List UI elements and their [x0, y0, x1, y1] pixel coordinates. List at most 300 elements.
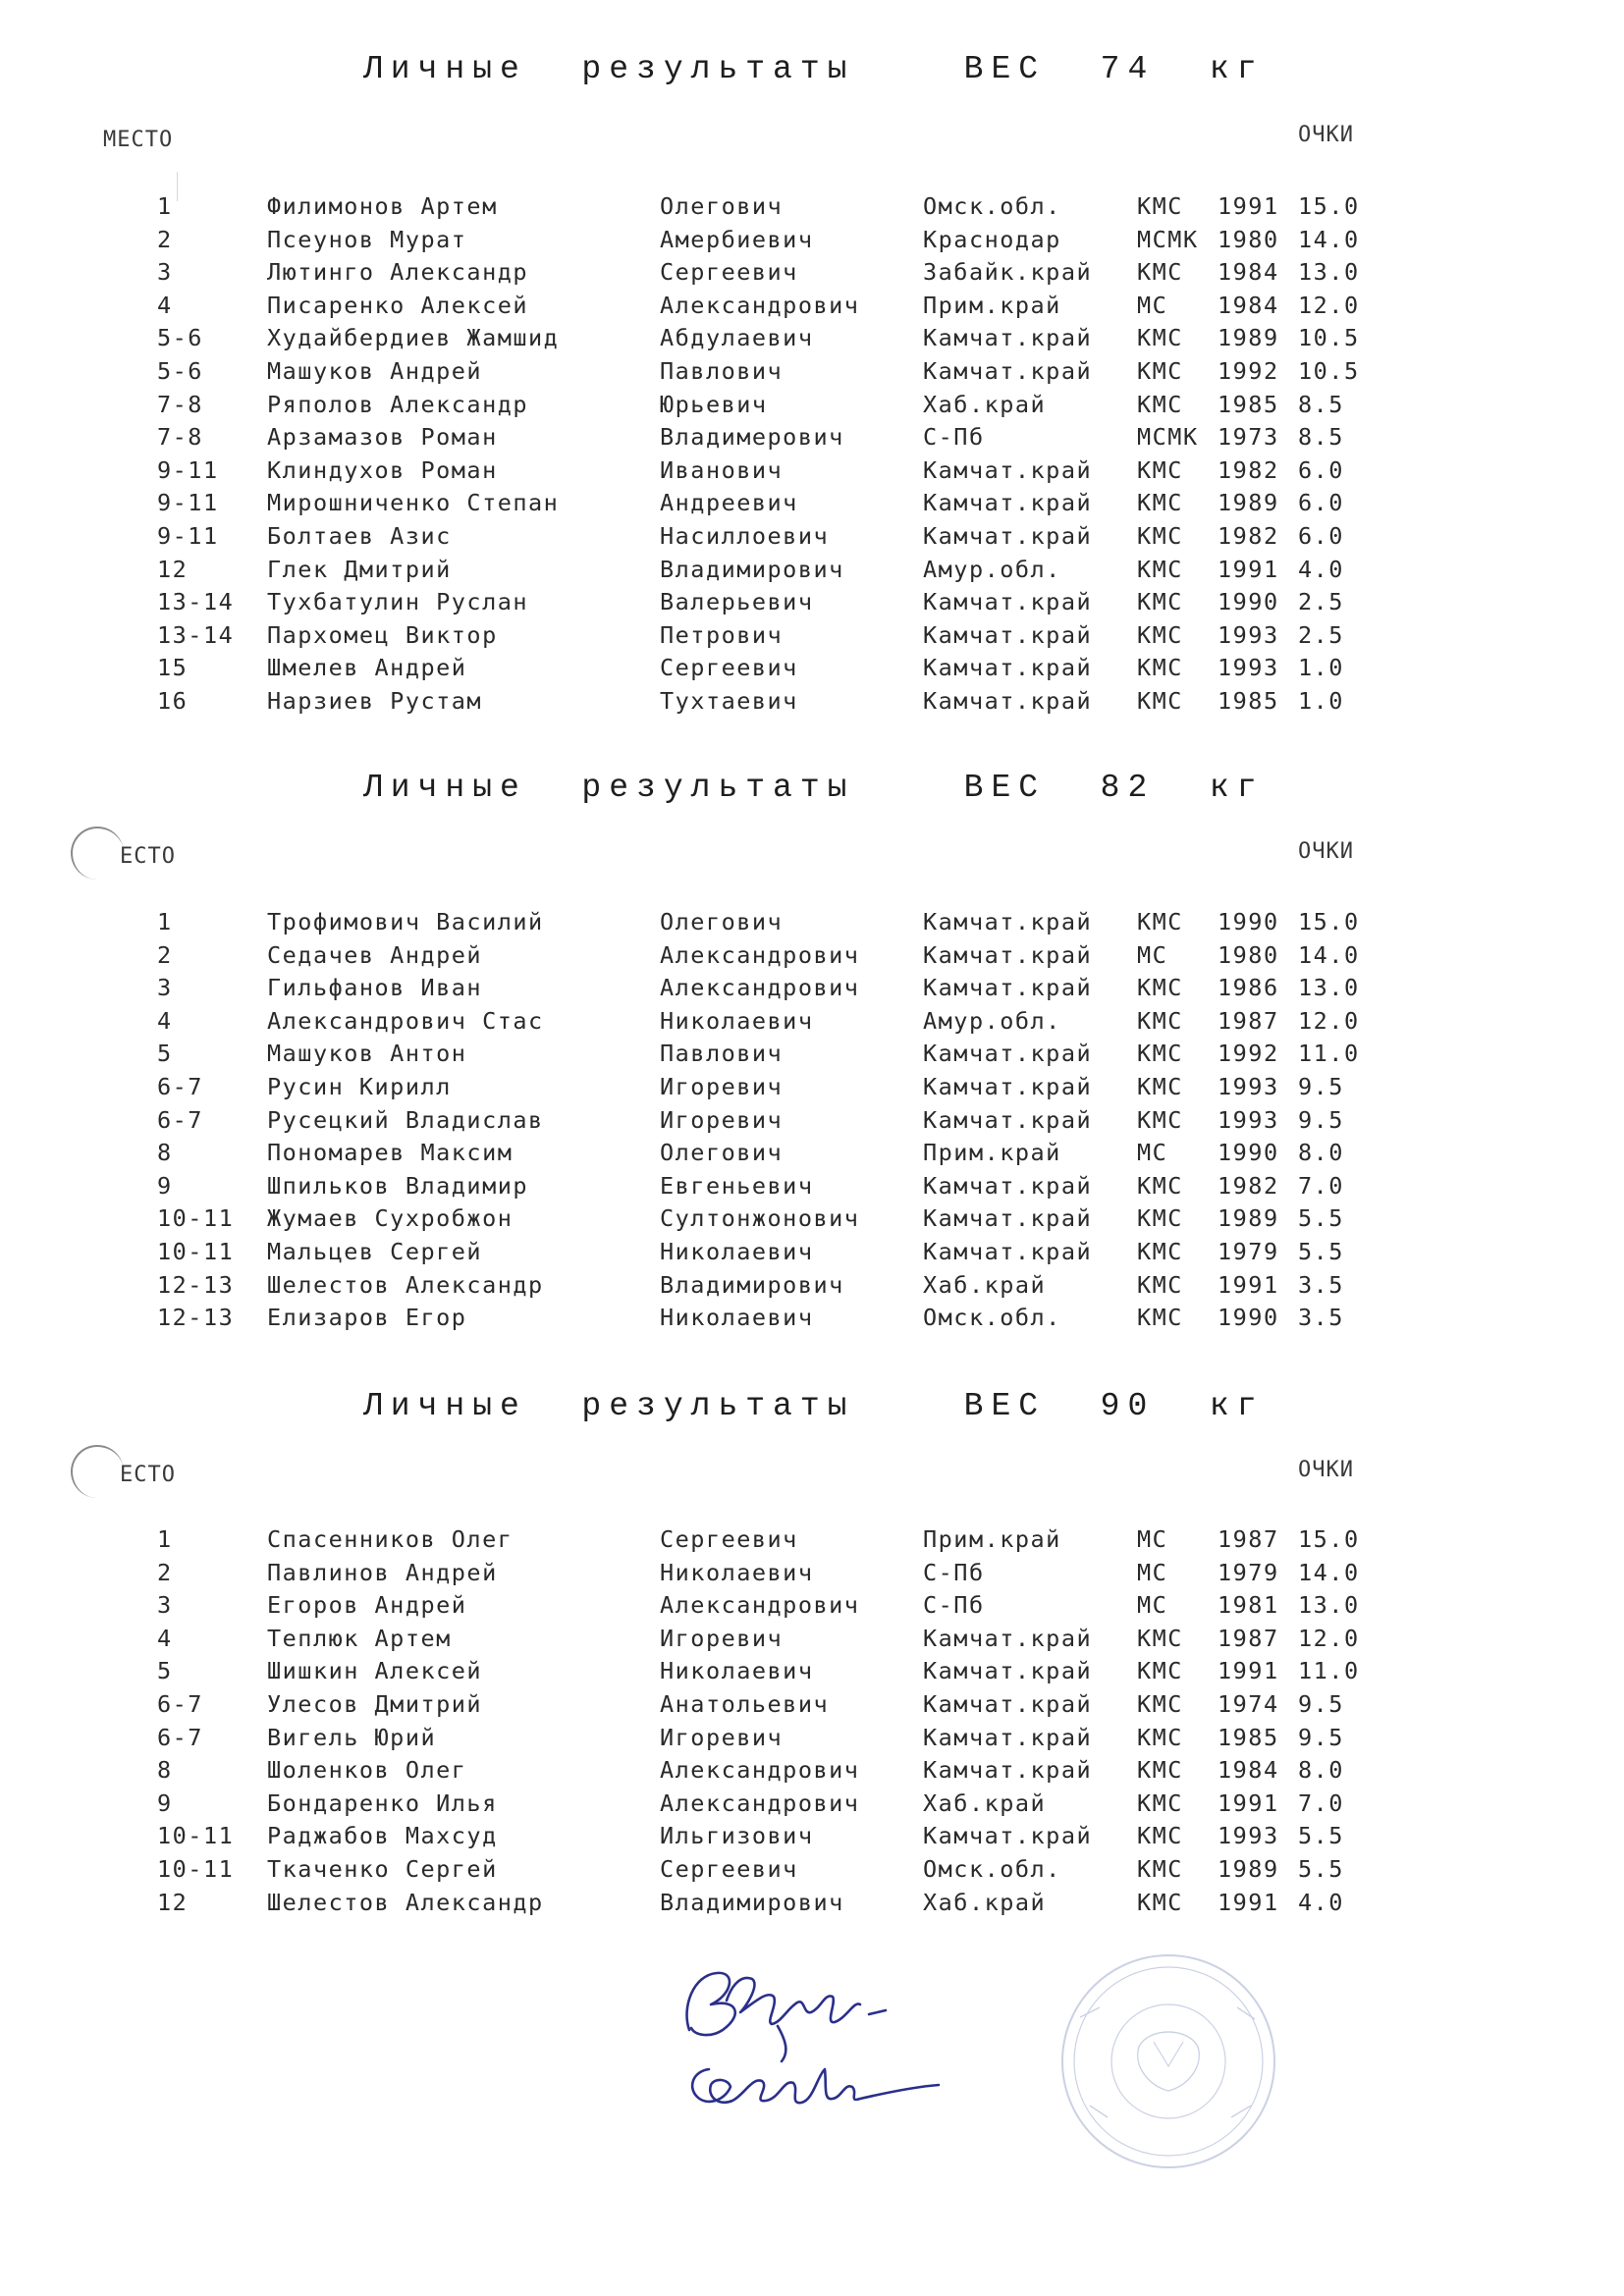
- region-cell: Камчат.край: [923, 1238, 1093, 1265]
- region-cell: Омск.обл.: [923, 192, 1061, 220]
- points-cell: 14.0: [1298, 940, 1360, 969]
- place-cell: 2: [157, 940, 173, 969]
- place-cell: 9-11: [157, 522, 219, 550]
- region-cell: Камчат.край: [923, 1723, 1093, 1751]
- points-cell: 5.5: [1298, 1855, 1344, 1883]
- patronymic-cell: Александрович: [660, 1789, 860, 1817]
- table-row: [0, 192, 1624, 224]
- rank-cell: КМС: [1137, 620, 1183, 649]
- birth-year-cell: 1991: [1218, 1789, 1279, 1817]
- place-cell: 6-7: [157, 1073, 203, 1100]
- table-row: [0, 621, 1624, 653]
- place-cell: 16: [157, 687, 189, 715]
- place-cell: 2: [157, 225, 173, 253]
- athlete-name-cell: Елизаров Егор: [267, 1304, 467, 1332]
- rank-cell: КМС: [1137, 324, 1183, 352]
- rank-cell: МС: [1137, 940, 1168, 969]
- points-cell: 15.0: [1298, 908, 1360, 935]
- region-cell: Камчат.край: [923, 654, 1093, 682]
- rank-cell: КМС: [1137, 654, 1183, 682]
- athlete-name-cell: Тухбатулин Руслан: [267, 588, 529, 616]
- patronymic-cell: Андреевич: [660, 489, 798, 517]
- place-cell: 9-11: [157, 489, 219, 517]
- birth-year-cell: 1980: [1218, 940, 1279, 969]
- region-cell: Хаб.край: [923, 1888, 1047, 1916]
- birth-year-cell: 1979: [1218, 1238, 1279, 1265]
- table-row: [0, 1591, 1624, 1623]
- rank-cell: КМС: [1137, 1105, 1183, 1134]
- rank-cell: КМС: [1137, 455, 1183, 484]
- points-cell: 8.5: [1298, 390, 1344, 418]
- table-row: [0, 1855, 1624, 1887]
- handwritten-signature-icon: [668, 1953, 962, 2130]
- points-cell: 14.0: [1298, 225, 1360, 253]
- table-row: [0, 324, 1624, 355]
- region-cell: Камчат.край: [923, 620, 1093, 649]
- rank-cell: КМС: [1137, 1657, 1183, 1685]
- place-cell: 3: [157, 974, 173, 1002]
- region-cell: С-Пб: [923, 1591, 985, 1620]
- rank-cell: МС: [1137, 1139, 1168, 1167]
- place-cell: 6-7: [157, 1723, 203, 1751]
- rank-cell: КМС: [1137, 1888, 1183, 1916]
- place-cell: 13-14: [157, 620, 235, 649]
- points-cell: 7.0: [1298, 1789, 1344, 1817]
- points-cell: 9.5: [1298, 1690, 1344, 1718]
- birth-year-cell: 1987: [1218, 1006, 1279, 1035]
- header-points: ОЧКИ: [1298, 123, 1354, 147]
- athlete-name-cell: Филимонов Артем: [267, 192, 498, 220]
- rank-cell: КМС: [1137, 1238, 1183, 1265]
- place-cell: 10-11: [157, 1204, 235, 1233]
- birth-year-cell: 1990: [1218, 1304, 1279, 1332]
- table-row: [0, 908, 1624, 939]
- rank-cell: МС: [1137, 1591, 1168, 1620]
- table-row: [0, 654, 1624, 685]
- rank-cell: МС: [1137, 1558, 1168, 1586]
- region-cell: Хаб.край: [923, 1270, 1047, 1299]
- table-row: [0, 1559, 1624, 1590]
- patronymic-cell: Игоревич: [660, 1105, 784, 1134]
- table-row: [0, 1625, 1624, 1656]
- region-cell: Камчат.край: [923, 455, 1093, 484]
- table-row: [0, 1690, 1624, 1722]
- rank-cell: КМС: [1137, 192, 1183, 220]
- birth-year-cell: 1989: [1218, 1855, 1279, 1883]
- birth-year-cell: 1989: [1218, 1204, 1279, 1233]
- section-title: Личные результаты ВЕС 90 кг: [363, 1388, 1265, 1424]
- points-cell: 6.0: [1298, 489, 1344, 517]
- table-row: [0, 1139, 1624, 1170]
- athlete-name-cell: Мальцев Сергей: [267, 1238, 483, 1265]
- place-cell: 10-11: [157, 1238, 235, 1265]
- patronymic-cell: Владимирович: [660, 1270, 844, 1299]
- birth-year-cell: 1985: [1218, 390, 1279, 418]
- place-cell: 1: [157, 192, 173, 220]
- place-cell: 13-14: [157, 588, 235, 616]
- points-cell: 8.5: [1298, 423, 1344, 452]
- patronymic-cell: Султонжонович: [660, 1204, 860, 1233]
- table-row: [0, 1007, 1624, 1039]
- birth-year-cell: 1980: [1218, 225, 1279, 253]
- region-cell: Камчат.край: [923, 1822, 1093, 1850]
- place-cell: 7-8: [157, 423, 203, 452]
- points-cell: 12.0: [1298, 1624, 1360, 1652]
- patronymic-cell: Олегович: [660, 1139, 784, 1167]
- place-cell: 4: [157, 1624, 173, 1652]
- rank-cell: КМС: [1137, 1304, 1183, 1332]
- rank-cell: КМС: [1137, 974, 1183, 1002]
- athlete-name-cell: Шоленков Олег: [267, 1756, 467, 1785]
- birth-year-cell: 1974: [1218, 1690, 1279, 1718]
- table-row: [0, 588, 1624, 619]
- patronymic-cell: Сергеевич: [660, 1855, 798, 1883]
- rank-cell: КМС: [1137, 1073, 1183, 1100]
- birth-year-cell: 1993: [1218, 620, 1279, 649]
- rank-cell: МС: [1137, 291, 1168, 319]
- athlete-name-cell: Теплюк Артем: [267, 1624, 452, 1652]
- rank-cell: КМС: [1137, 1624, 1183, 1652]
- rank-cell: КМС: [1137, 1822, 1183, 1850]
- birth-year-cell: 1982: [1218, 522, 1279, 550]
- region-cell: Камчат.край: [923, 588, 1093, 616]
- patronymic-cell: Александрович: [660, 940, 860, 969]
- rank-cell: КМС: [1137, 1723, 1183, 1751]
- athlete-name-cell: Шпильков Владимир: [267, 1171, 529, 1200]
- header-place: МЕСТО: [103, 128, 174, 152]
- place-cell: 10-11: [157, 1822, 235, 1850]
- rank-cell: КМС: [1137, 1690, 1183, 1718]
- place-cell: 10-11: [157, 1855, 235, 1883]
- place-cell: 15: [157, 654, 189, 682]
- section-title: Личные результаты ВЕС 82 кг: [363, 770, 1265, 806]
- athlete-name-cell: Нарзиев Рустам: [267, 687, 483, 715]
- region-cell: С-Пб: [923, 1558, 985, 1586]
- region-cell: Камчат.край: [923, 1690, 1093, 1718]
- birth-year-cell: 1987: [1218, 1624, 1279, 1652]
- rank-cell: КМС: [1137, 1040, 1183, 1068]
- athlete-name-cell: Жумаев Сухробжон: [267, 1204, 514, 1233]
- place-cell: 12: [157, 1888, 189, 1916]
- birth-year-cell: 1981: [1218, 1591, 1279, 1620]
- place-cell: 5-6: [157, 357, 203, 385]
- place-cell: 3: [157, 258, 173, 287]
- athlete-name-cell: Александрович Стас: [267, 1006, 544, 1035]
- athlete-name-cell: Мирошниченко Степан: [267, 489, 560, 517]
- points-cell: 12.0: [1298, 291, 1360, 319]
- birth-year-cell: 1984: [1218, 291, 1279, 319]
- place-cell: 7-8: [157, 390, 203, 418]
- birth-year-cell: 1989: [1218, 324, 1279, 352]
- athlete-name-cell: Шелестов Александр: [267, 1888, 544, 1916]
- patronymic-cell: Насиллоевич: [660, 522, 830, 550]
- table-row: [0, 1304, 1624, 1335]
- region-cell: Прим.край: [923, 1525, 1061, 1553]
- table-row: [0, 391, 1624, 422]
- patronymic-cell: Александрович: [660, 974, 860, 1002]
- birth-year-cell: 1991: [1218, 192, 1279, 220]
- athlete-name-cell: Бондаренко Илья: [267, 1789, 498, 1817]
- table-row: [0, 1271, 1624, 1303]
- rank-cell: КМС: [1137, 1855, 1183, 1883]
- rank-cell: КМС: [1137, 555, 1183, 583]
- place-cell: 8: [157, 1139, 173, 1167]
- athlete-name-cell: Пономарев Максим: [267, 1139, 514, 1167]
- athlete-name-cell: Трофимович Василий: [267, 908, 544, 935]
- region-cell: Краснодар: [923, 225, 1061, 253]
- athlete-name-cell: Писаренко Алексей: [267, 291, 529, 319]
- round-seal-stamp-icon: [1021, 1949, 1316, 2174]
- points-cell: 15.0: [1298, 1525, 1360, 1553]
- points-cell: 9.5: [1298, 1105, 1344, 1134]
- birth-year-cell: 1993: [1218, 1073, 1279, 1100]
- place-cell: 2: [157, 1558, 173, 1586]
- rank-cell: КМС: [1137, 258, 1183, 287]
- patronymic-cell: Владимирович: [660, 1888, 844, 1916]
- rank-cell: МСМК: [1137, 423, 1199, 452]
- region-cell: Камчат.край: [923, 324, 1093, 352]
- points-cell: 8.0: [1298, 1139, 1344, 1167]
- athlete-name-cell: Ткаченко Сергей: [267, 1855, 498, 1883]
- birth-year-cell: 1990: [1218, 908, 1279, 935]
- table-row: [0, 522, 1624, 554]
- birth-year-cell: 1991: [1218, 1888, 1279, 1916]
- region-cell: Камчат.край: [923, 1105, 1093, 1134]
- rank-cell: КМС: [1137, 1204, 1183, 1233]
- athlete-name-cell: Егоров Андрей: [267, 1591, 467, 1620]
- points-cell: 2.5: [1298, 620, 1344, 649]
- place-cell: 4: [157, 291, 173, 319]
- points-cell: 11.0: [1298, 1040, 1360, 1068]
- patronymic-cell: Николаевич: [660, 1558, 814, 1586]
- table-row: [0, 489, 1624, 520]
- region-cell: Камчат.край: [923, 1204, 1093, 1233]
- patronymic-cell: Сергеевич: [660, 654, 798, 682]
- region-cell: Камчат.край: [923, 1073, 1093, 1100]
- athlete-name-cell: Глек Дмитрий: [267, 555, 452, 583]
- birth-year-cell: 1982: [1218, 455, 1279, 484]
- points-cell: 6.0: [1298, 522, 1344, 550]
- place-cell: 12: [157, 555, 189, 583]
- athlete-name-cell: Русецкий Владислав: [267, 1105, 544, 1134]
- place-cell: 1: [157, 1525, 173, 1553]
- place-cell: 9: [157, 1171, 173, 1200]
- table-row: [0, 292, 1624, 323]
- birth-year-cell: 1973: [1218, 423, 1279, 452]
- patronymic-cell: Тухтаевич: [660, 687, 798, 715]
- table-row: [0, 1889, 1624, 1920]
- rank-cell: КМС: [1137, 588, 1183, 616]
- rank-cell: МСМК: [1137, 225, 1199, 253]
- rank-cell: КМС: [1137, 1789, 1183, 1817]
- athlete-name-cell: Шмелев Андрей: [267, 654, 467, 682]
- athlete-name-cell: Псеунов Мурат: [267, 225, 467, 253]
- patronymic-cell: Игоревич: [660, 1073, 784, 1100]
- points-cell: 6.0: [1298, 455, 1344, 484]
- birth-year-cell: 1991: [1218, 1270, 1279, 1299]
- table-row: [0, 456, 1624, 488]
- punch-hole-icon: [71, 827, 124, 880]
- punch-hole-icon: [71, 1445, 124, 1498]
- patronymic-cell: Александрович: [660, 1756, 860, 1785]
- rank-cell: КМС: [1137, 390, 1183, 418]
- birth-year-cell: 1993: [1218, 654, 1279, 682]
- birth-year-cell: 1987: [1218, 1525, 1279, 1553]
- table-row: [0, 258, 1624, 290]
- region-cell: Камчат.край: [923, 1756, 1093, 1785]
- place-cell: 9: [157, 1789, 173, 1817]
- table-row: [0, 1106, 1624, 1138]
- place-cell: 5-6: [157, 324, 203, 352]
- points-cell: 1.0: [1298, 687, 1344, 715]
- birth-year-cell: 1985: [1218, 687, 1279, 715]
- region-cell: Амур.обл.: [923, 555, 1061, 583]
- table-row: [0, 226, 1624, 257]
- birth-year-cell: 1985: [1218, 1723, 1279, 1751]
- region-cell: Камчат.край: [923, 1040, 1093, 1068]
- points-cell: 5.5: [1298, 1238, 1344, 1265]
- rank-cell: КМС: [1137, 489, 1183, 517]
- table-row: [0, 1172, 1624, 1203]
- table-row: [0, 974, 1624, 1005]
- birth-year-cell: 1986: [1218, 974, 1279, 1002]
- rank-cell: КМС: [1137, 687, 1183, 715]
- points-cell: 3.5: [1298, 1304, 1344, 1332]
- patronymic-cell: Николаевич: [660, 1238, 814, 1265]
- points-cell: 13.0: [1298, 974, 1360, 1002]
- region-cell: Камчат.край: [923, 1657, 1093, 1685]
- athlete-name-cell: Шелестов Александр: [267, 1270, 544, 1299]
- patronymic-cell: Петрович: [660, 620, 784, 649]
- place-cell: 6-7: [157, 1690, 203, 1718]
- table-row: [0, 941, 1624, 973]
- table-row: [0, 1073, 1624, 1104]
- athlete-name-cell: Шишкин Алексей: [267, 1657, 483, 1685]
- region-cell: Камчат.край: [923, 974, 1093, 1002]
- header-points: ОЧКИ: [1298, 839, 1354, 864]
- athlete-name-cell: Раджабов Махсуд: [267, 1822, 498, 1850]
- athlete-name-cell: Гильфанов Иван: [267, 974, 483, 1002]
- patronymic-cell: Анатольевич: [660, 1690, 830, 1718]
- athlete-name-cell: Арзамазов Роман: [267, 423, 498, 452]
- patronymic-cell: Олегович: [660, 908, 784, 935]
- birth-year-cell: 1992: [1218, 357, 1279, 385]
- patronymic-cell: Павлович: [660, 357, 784, 385]
- athlete-name-cell: Машуков Андрей: [267, 357, 483, 385]
- table-row: [0, 1657, 1624, 1688]
- region-cell: Камчат.край: [923, 908, 1093, 935]
- region-cell: Амур.обл.: [923, 1006, 1061, 1035]
- region-cell: Омск.обл.: [923, 1855, 1061, 1883]
- points-cell: 13.0: [1298, 258, 1360, 287]
- points-cell: 5.5: [1298, 1822, 1344, 1850]
- region-cell: Камчат.край: [923, 1624, 1093, 1652]
- athlete-name-cell: Павлинов Андрей: [267, 1558, 498, 1586]
- patronymic-cell: Юрьевич: [660, 390, 768, 418]
- patronymic-cell: Павлович: [660, 1040, 784, 1068]
- table-row: [0, 423, 1624, 454]
- region-cell: Забайк.край: [923, 258, 1093, 287]
- points-cell: 9.5: [1298, 1723, 1344, 1751]
- birth-year-cell: 1979: [1218, 1558, 1279, 1586]
- athlete-name-cell: Машуков Антон: [267, 1040, 467, 1068]
- rank-cell: КМС: [1137, 522, 1183, 550]
- athlete-name-cell: Русин Кирилл: [267, 1073, 452, 1100]
- place-cell: 8: [157, 1756, 173, 1785]
- rank-cell: КМС: [1137, 1270, 1183, 1299]
- place-cell: 12-13: [157, 1304, 235, 1332]
- birth-year-cell: 1991: [1218, 1657, 1279, 1685]
- athlete-name-cell: Седачев Андрей: [267, 940, 483, 969]
- birth-year-cell: 1992: [1218, 1040, 1279, 1068]
- region-cell: Прим.край: [923, 291, 1061, 319]
- place-cell: 4: [157, 1006, 173, 1035]
- table-row: [0, 1756, 1624, 1788]
- points-cell: 4.0: [1298, 555, 1344, 583]
- place-cell: 9-11: [157, 455, 219, 484]
- patronymic-cell: Игоревич: [660, 1624, 784, 1652]
- header-place: ЕСТО: [120, 844, 176, 869]
- table-row: [0, 1822, 1624, 1853]
- patronymic-cell: Владимерович: [660, 423, 844, 452]
- patronymic-cell: Сергеевич: [660, 1525, 798, 1553]
- table-row: [0, 1040, 1624, 1071]
- region-cell: С-Пб: [923, 423, 985, 452]
- place-cell: 1: [157, 908, 173, 935]
- patronymic-cell: Олегович: [660, 192, 784, 220]
- birth-year-cell: 1990: [1218, 1139, 1279, 1167]
- points-cell: 8.0: [1298, 1756, 1344, 1785]
- athlete-name-cell: Вигель Юрий: [267, 1723, 437, 1751]
- points-cell: 2.5: [1298, 588, 1344, 616]
- region-cell: Камчат.край: [923, 522, 1093, 550]
- table-row: [0, 1238, 1624, 1269]
- rank-cell: КМС: [1137, 908, 1183, 935]
- header-place: ЕСТО: [120, 1463, 176, 1487]
- patronymic-cell: Амербиевич: [660, 225, 814, 253]
- section-title: Личные результаты ВЕС 74 кг: [363, 51, 1265, 87]
- athlete-name-cell: Спасенников Олег: [267, 1525, 514, 1553]
- athlete-name-cell: Лютинго Александр: [267, 258, 529, 287]
- points-cell: 12.0: [1298, 1006, 1360, 1035]
- birth-year-cell: 1991: [1218, 555, 1279, 583]
- table-row: [0, 1724, 1624, 1755]
- athlete-name-cell: Пархомец Виктор: [267, 620, 498, 649]
- rank-cell: КМС: [1137, 1756, 1183, 1785]
- patronymic-cell: Игоревич: [660, 1723, 784, 1751]
- points-cell: 14.0: [1298, 1558, 1360, 1586]
- points-cell: 15.0: [1298, 192, 1360, 220]
- region-cell: Прим.край: [923, 1139, 1061, 1167]
- table-row: [0, 687, 1624, 719]
- athlete-name-cell: Худайбердиев Жамшид: [267, 324, 560, 352]
- place-cell: 5: [157, 1657, 173, 1685]
- rank-cell: МС: [1137, 1525, 1168, 1553]
- points-cell: 5.5: [1298, 1204, 1344, 1233]
- region-cell: Камчат.край: [923, 1171, 1093, 1200]
- points-cell: 10.5: [1298, 324, 1360, 352]
- rank-cell: КМС: [1137, 1171, 1183, 1200]
- patronymic-cell: Николаевич: [660, 1006, 814, 1035]
- birth-year-cell: 1993: [1218, 1822, 1279, 1850]
- birth-year-cell: 1990: [1218, 588, 1279, 616]
- table-row: [0, 357, 1624, 389]
- rank-cell: КМС: [1137, 1006, 1183, 1035]
- patronymic-cell: Александрович: [660, 1591, 860, 1620]
- patronymic-cell: Николаевич: [660, 1304, 814, 1332]
- patronymic-cell: Сергеевич: [660, 258, 798, 287]
- patronymic-cell: Владимирович: [660, 555, 844, 583]
